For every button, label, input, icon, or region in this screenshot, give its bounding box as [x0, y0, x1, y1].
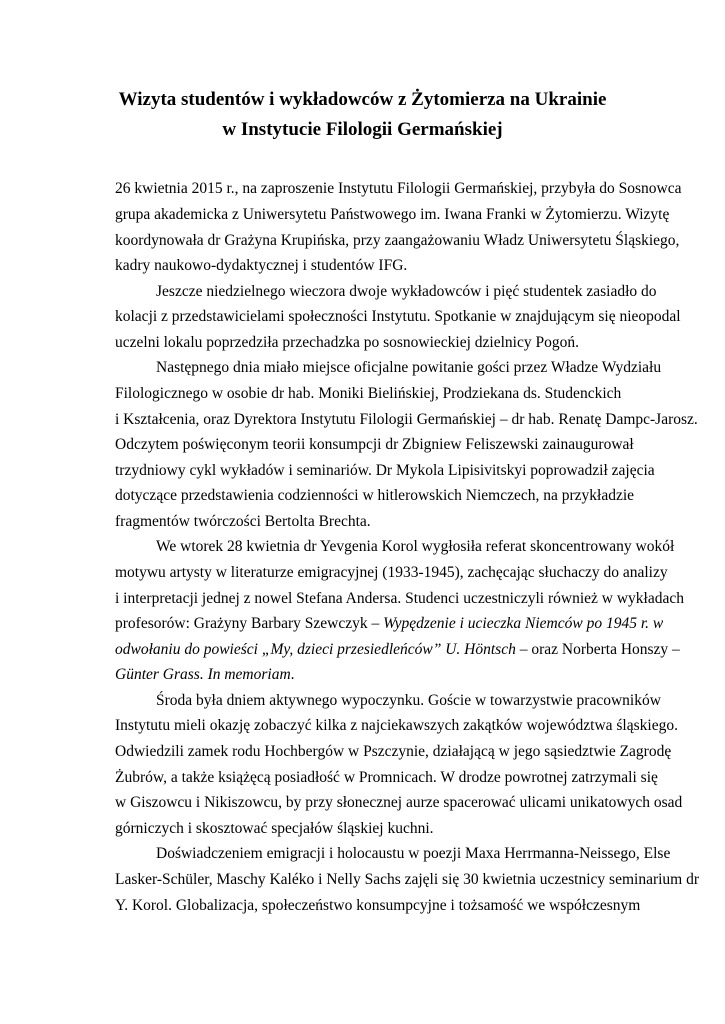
paragraph-4-line-2: motywu artysty w literaturze emigracyjnej (1933-1945), zachęcając słuchaczy do analizy [115, 564, 668, 581]
paragraph-5-line-2: Instytutu mieli okazję zobaczyć kilka z najciekawszych zakątków województwa śląskiego. [115, 717, 678, 734]
paragraph-3-line-7: fragmentów twórczości Bertolta Brechta. [115, 513, 371, 530]
paragraph-5-line-4: Żubrów, a także książęcą posiadłość w Promnicach. W drodze powrotnej zatrzymali się [115, 769, 658, 786]
paragraph-3-line-6: dotyczące przedstawienia codzienności w hitlerowskich Niemczech, na przykładzie [115, 487, 635, 504]
paragraph-3-line-1: Następnego dnia miało miejsce oficjalne powitanie gości przez Władze Wydziału [156, 359, 662, 376]
paragraph-4-line-5-text: – oraz Norberta Honszy – [515, 641, 680, 658]
paragraph-3-line-5: trzydniowy cykl wykładów i seminariów. Dr Mykola Lipisivitskyi poprowadził zajęcia [115, 462, 655, 479]
paragraph-5-line-3: Odwiedzili zamek rodu Hochbergów w Pszczynie, działającą w jego sąsiedztwie Zagrodę [115, 743, 672, 760]
paragraph-6-line-3: Y. Korol. Globalizacja, społeczeństwo konsumpcyjne i tożsamość we współczesnym [115, 897, 641, 914]
paragraph-4-line-4-text: profesorów: Grażyny Barbary Szewczyk – [115, 615, 384, 632]
paragraph-1-line-2: grupa akademicka z Uniwersytetu Państwowego im. Iwana Franki w Żytomierzu. Wizytę [115, 206, 670, 223]
paragraph-2-line-3: uczelni lokalu poprzedziła przechadzka po sosnowieckiej dzielnicy Pogoń. [115, 334, 579, 351]
paragraph-4-line-3: i interpretacji jednej z nowel Stefana Andersa. Studenci uczestniczyli również w wykładach [115, 590, 684, 607]
paragraph-5-line-5: w Giszowcu i Nikiszowcu, by przy słonecznej aurze spacerować ulicami unikatowych osad [115, 794, 683, 811]
paragraph-4-line-1: We wtorek 28 kwietnia dr Yevgenia Korol wygłosiła referat skoncentrowany wokół [156, 538, 675, 555]
title-line-1: Wizyta studentów i wykładowców z Żytomierza na Ukrainie [118, 89, 607, 110]
paragraph-4-line-6 [115, 665, 610, 685]
paragraph-4-line-6-italic: Günter Grass. In memoriam [115, 666, 291, 683]
paragraph-1-line-3: koordynowała dr Grażyna Krupińska, przy zaangażowaniu Władz Uniwersytetu Śląskiego, [115, 232, 680, 249]
paragraph-2-line-2: kolacji z przedstawicielami społeczności Instytutu. Spotkanie w znajdującym się nieopodal [115, 308, 681, 325]
paragraph-3-line-2: Filologicznego w osobie dr hab. Moniki Bielińskiej, Prodziekana ds. Studenckich [115, 385, 622, 402]
paragraph-4-line-6-text: . [290, 666, 295, 683]
paragraph-1-line-1: 26 kwietnia 2015 r., na zaproszenie Instytutu Filologii Germańskiej, przybyła do Sosnowca [115, 180, 682, 197]
paragraph-5-line-1: Środa była dniem aktywnego wypoczynku. Goście w towarzystwie pracowników [156, 692, 661, 709]
paragraph-4-line-5-italic: odwołaniu do powieści „My, dzieci przesiedleńców” U. Höntsch [115, 641, 516, 658]
paragraph-4-line-4-italic: Wypędzenie i ucieczka Niemców po 1945 r. w [383, 615, 664, 632]
paragraph-5-line-6: górniczych i skosztować specjałów śląskiej kuchni. [115, 820, 434, 837]
paragraph-6-line-1: Doświadczeniem emigracji i holocaustu w poezji Maxa Herrmanna-Neissego, Else [156, 845, 671, 862]
paragraph-4-line-4 [115, 614, 664, 634]
paragraph-2-line-1: Jeszcze niedzielnego wieczora dwoje wykładowców i pięć studentek zasiadło do [156, 283, 657, 300]
paragraph-6-line-2: Lasker-Schüler, Maschy Kaléko i Nelly Sachs zajęli się 30 kwietnia uczestnicy seminarium dr [115, 871, 700, 888]
paragraph-1-line-4: kadry naukowo-dydaktycznej i studentów IFG. [115, 257, 408, 274]
title-line-2: w Instytucie Filologii Germańskiej [222, 119, 503, 140]
paragraph-4-line-5 [115, 640, 680, 660]
paragraph-3-line-3: i Kształcenia, oraz Dyrektora Instytutu Filologii Germańskiej – dr hab. Renatę Dampc-Jarosz. [115, 411, 698, 428]
paragraph-3-line-4: Odczytem poświęconym teorii konsumpcji dr Zbigniew Feliszewski zainaugurował [115, 436, 634, 453]
